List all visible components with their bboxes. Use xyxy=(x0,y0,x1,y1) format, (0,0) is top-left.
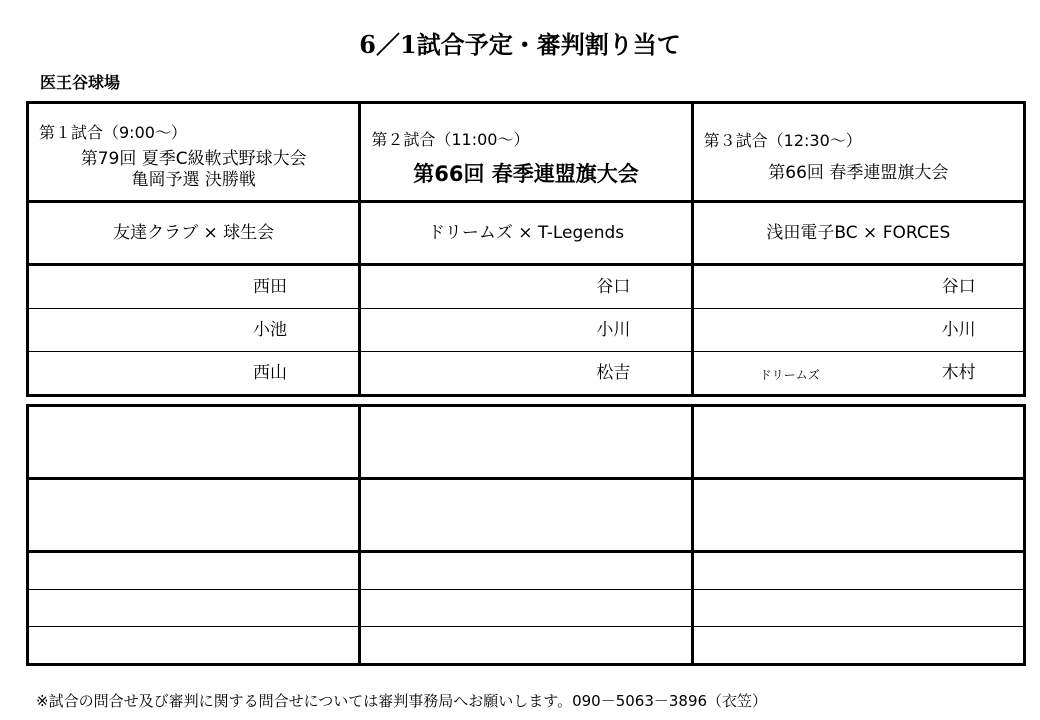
blank-matchup-row xyxy=(28,479,1025,552)
blank-cell xyxy=(28,552,360,590)
game-2-label: 第２試合（11:00〜） xyxy=(371,129,530,149)
game-3-event-line-1: 第66回 春季連盟旗大会 xyxy=(768,162,949,183)
blank-cell xyxy=(28,479,360,552)
game-3-umpire-2-cell xyxy=(692,309,1024,352)
game-3-umpire-3-name: 木村 xyxy=(941,363,976,383)
blank-cell xyxy=(28,406,360,479)
game-2-umpire-3-cell xyxy=(360,352,692,396)
blank-header-row xyxy=(28,406,1025,479)
page-title: 6／1試合予定・審判割り当て xyxy=(359,30,681,59)
blank-cell xyxy=(692,479,1024,552)
game-2-umpire-1-name: 谷口 xyxy=(596,277,631,297)
game-3-umpire-1-name: 谷口 xyxy=(941,277,976,297)
schedule-table xyxy=(26,101,1026,397)
game-2-umpire-3-name: 松吉 xyxy=(596,363,631,383)
game-3-header-cell xyxy=(692,103,1024,202)
blank-cell xyxy=(360,590,692,627)
game-1-umpire-1-cell xyxy=(28,265,360,309)
umpire-row-1 xyxy=(28,265,1025,309)
blank-cell xyxy=(360,627,692,665)
blank-cell xyxy=(28,590,360,627)
game-2-matchup: ドリームズ × T-Legends xyxy=(360,202,692,265)
game-2-umpire-2-cell xyxy=(360,309,692,352)
game-1-umpire-3-name: 西山 xyxy=(253,363,287,383)
blank-umpire-row xyxy=(28,552,1025,590)
game-3-umpire-3-cell xyxy=(692,352,1024,396)
blank-umpire-row xyxy=(28,627,1025,665)
blank-cell xyxy=(692,627,1024,665)
game-3-umpire-1-cell xyxy=(692,265,1024,309)
game-1-umpire-1-name: 西田 xyxy=(253,277,287,297)
game-2-umpire-2-name: 小川 xyxy=(596,320,631,340)
blank-cell xyxy=(360,406,692,479)
game-1-header-cell xyxy=(28,103,360,202)
game-1-umpire-3-cell xyxy=(28,352,360,396)
game-1-umpire-2-name: 小池 xyxy=(253,320,287,340)
game-1-label: 第１試合（9:00〜） xyxy=(39,123,187,142)
blank-cell xyxy=(692,552,1024,590)
blank-schedule-table xyxy=(26,404,1026,666)
game-1-matchup: 友達クラブ × 球生会 xyxy=(28,202,360,265)
game-3-umpire-3-team: ドリームズ xyxy=(759,368,820,382)
game-3-umpire-2-name: 小川 xyxy=(941,320,976,340)
blank-cell xyxy=(360,479,692,552)
blank-cell xyxy=(28,627,360,665)
blank-cell xyxy=(360,552,692,590)
game-1-umpire-2-cell xyxy=(28,309,360,352)
blank-cell xyxy=(692,590,1024,627)
footer-note: ※試合の問合せ及び審判に関する問合せについては審判事務局へお願いします。090－5063－3896（衣笠） xyxy=(36,692,768,710)
blank-cell xyxy=(692,406,1024,479)
blank-umpire-row xyxy=(28,590,1025,627)
venue-label: 医王谷球場 xyxy=(40,73,121,92)
game-2-umpire-1-cell xyxy=(360,265,692,309)
game-3-label: 第３試合（12:30〜） xyxy=(703,130,862,150)
matchup-row xyxy=(28,202,1025,265)
umpire-row-2 xyxy=(28,309,1025,352)
umpire-row-3 xyxy=(28,352,1025,396)
game-2-header-cell xyxy=(360,103,692,202)
game-3-matchup: 浅田電子BC × FORCES xyxy=(692,202,1024,265)
game-1-event-line-1: 第79回 夏季C級軟式野球大会 xyxy=(80,149,307,169)
game-2-event-line-1: 第66回 春季連盟旗大会 xyxy=(413,161,639,186)
game-header-row xyxy=(28,103,1025,202)
game-1-event-line-2: 亀岡予選 決勝戦 xyxy=(131,170,256,190)
